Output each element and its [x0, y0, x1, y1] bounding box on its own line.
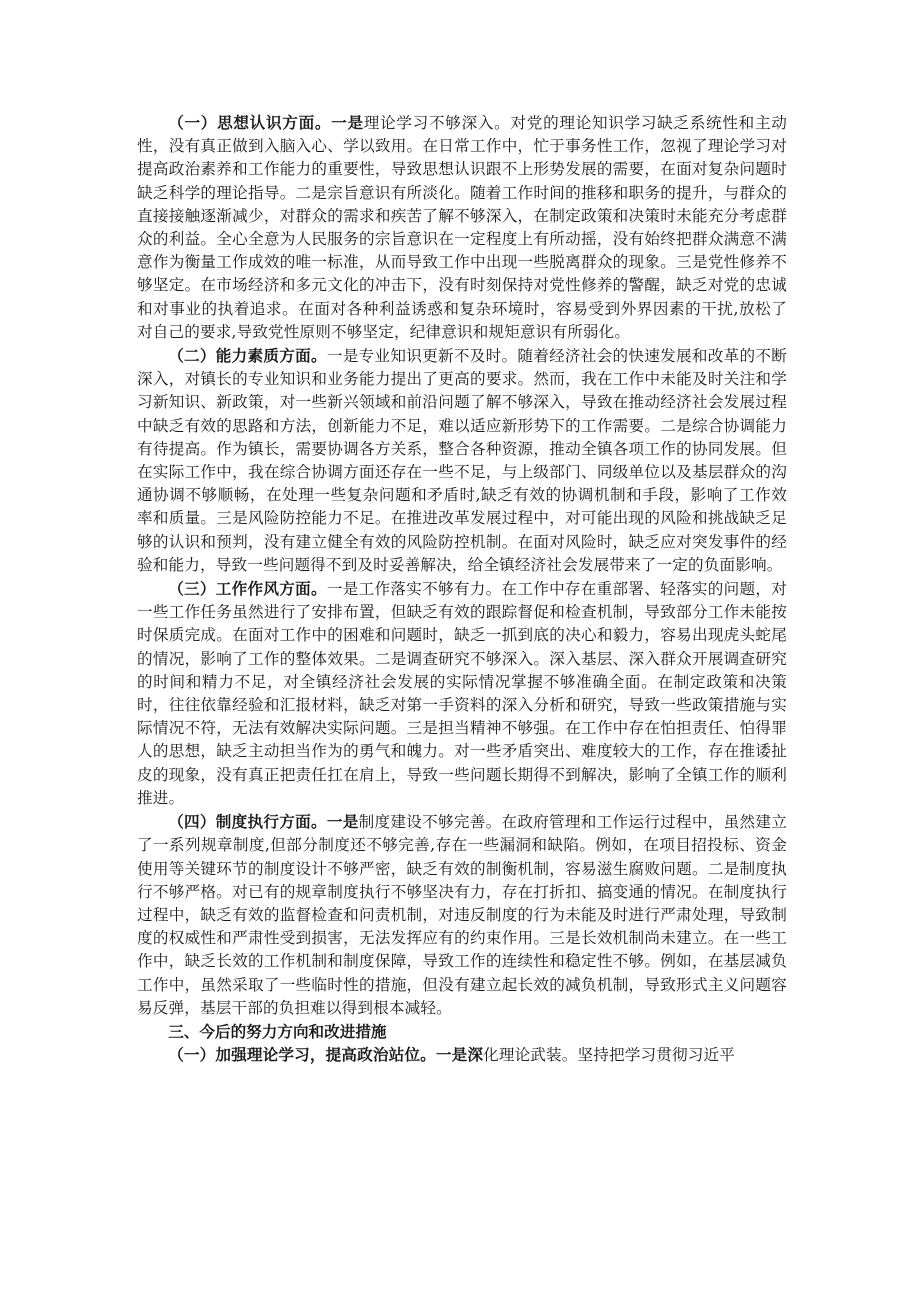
paragraph-body: 理论学习不够深入。对党的理论知识学习缺乏系统性和主动性，没有真正做到入脑入心、学以致用。在日常工作中，忙于事务性工作，忽视了理论学习对提高政治素养和工作能力的重要性，导致思想认识跟不上形势发展的需要，在面对复杂问题时缺乏科学的理论指导。二是宗旨意识有所淡化。随着工作时间的推移和职务的提升，与群众的直接接触逐渐减少，对群众的需求和疾苦了解不够深入，在制定政策和决策时未能充分考虑群众的利益。全心全意为人民服务的宗旨意识在一定程度上有所动摇，没有始终把群众满意不满意作为衡量工作成效的唯一标准，从而导致工作中出现一些脱离群众的现象。三是党性修养不够坚定。在市场经济和多元文化的冲击下，没有时刻保持对党性修养的警醒，缺乏对党的忠诚和对事业的执着追求。在面对各种利益诱惑和复杂环境时，容易受到外界因素的干扰,放松了对自己的要求,导致党性原则不够坚定，纪律意识和规矩意识有所弱化。	[137, 114, 787, 341]
paragraph-heading: （三）工作作风方面。	[168, 579, 327, 599]
section-title: 三、今后的努力方向和改进措施	[168, 1021, 387, 1041]
paragraph-heading: （四）制度执行方面。一是	[168, 812, 359, 832]
paragraph-body: 一是工作落实不够有力。在工作中存在重部署、轻落实的问题，对一些工作任务虽然进行了安排布置，但缺乏有效的跟踪督促和检查机制，导致部分工作未能按时保质完成。在面对工作中的困难和问题时，缺乏一抓到底的决心和毅力，容易出现虎头蛇尾的情况，影响了工作的整体效果。二是调查研究不够深入。深入基层、深入群众开展调查研究的时间和精力不足，对全镇经济社会发展的实际情况掌握不够准确全面。在制定政策和决策时，往往依靠经验和汇报材料，缺乏对第一手资料的深入分析和研究，导致一些政策措施与实际情况不符，无法有效解决实际问题。三是担当精神不够强。在工作中存在怕担责任、怕得罪人的思想，缺乏主动担当作为的勇气和魄力。对一些矛盾突出、难度较大的工作，存在推诿扯皮的现象，没有真正把责任扛在肩上，导致一些问题长期得不到解决，影响了全镇工作的顺利推进。	[137, 580, 787, 807]
paragraph-thinking	[137, 111, 787, 344]
document-page	[137, 111, 787, 1067]
paragraph-body: 一是专业知识更新不及时。随着经济社会的快速发展和改革的不断深入，对镇长的专业知识和业务能力提出了更高的要求。然而，我在工作中未能及时关注和学习新知识、新政策，对一些新兴领域和前沿问题了解不够深入，导致在推动经济社会发展过程中缺乏有效的思路和方法，创新能力不足，难以适应新形势下的工作需要。二是综合协调能力有待提高。作为镇长，需要协调各方关系，整合各种资源，推动全镇各项工作的协同发展。但在实际工作中，我在综合协调方面还存在一些不足，与上级部门、同级单位以及基层群众的沟通协调不够顺畅，在处理一些复杂问题和矛盾时,缺乏有效的协调机制和手段，影响了工作效率和质量。三是风险防控能力不足。在推进改革发展过程中，对可能出现的风险和挑战缺乏足够的认识和预判，没有建立健全有效的风险防控机制。在面对风险时，缺乏应对突发事件的经验和能力，导致一些问题得不到及时妥善解决，给全镇经济社会发展带来了一定的负面影响。	[137, 347, 787, 574]
paragraph-heading: （二）能力素质方面。	[168, 346, 327, 366]
paragraph-ability	[137, 344, 787, 577]
paragraph-body: 制度建设不够完善。在政府管理和工作运行过程中，虽然建立了一系列规章制度,但部分制度还不够完善,存在一些漏洞和缺陷。例如，在项目招投标、资金使用等关键环节的制度设计不够严密，缺乏有效的制衡机制，容易滋生腐败问题。二是制度执行不够严格。对已有的规章制度执行不够坚决有力，存在打折扣、搞变通的情况。在制度执行过程中，缺乏有效的监督检查和问责机制，对违反制度的行为未能及时进行严肃处理，导致制度的权威性和严肃性受到损害，无法发挥应有的约束作用。三是长效机制尚未建立。在一些工作中，缺乏长效的工作机制和制度保障，导致工作的连续性和稳定性不够。例如，在基层减负工作中，虽然采取了一些临时性的措施，但没有建立起长效的减负机制，导致形式主义问题容易反弹，基层干部的负担难以得到根本减轻。	[137, 813, 787, 1017]
paragraph-theory-study	[137, 1043, 787, 1067]
paragraph-heading: （一）加强理论学习，提高政治站位。一是深	[168, 1045, 484, 1065]
paragraph-institution	[137, 810, 787, 1020]
paragraph-work-style	[137, 577, 787, 810]
paragraph-heading: （一）思想认识方面。一是	[168, 113, 364, 132]
paragraph-body: 化理论武装。坚持把学习贯彻习近平	[483, 1046, 735, 1065]
